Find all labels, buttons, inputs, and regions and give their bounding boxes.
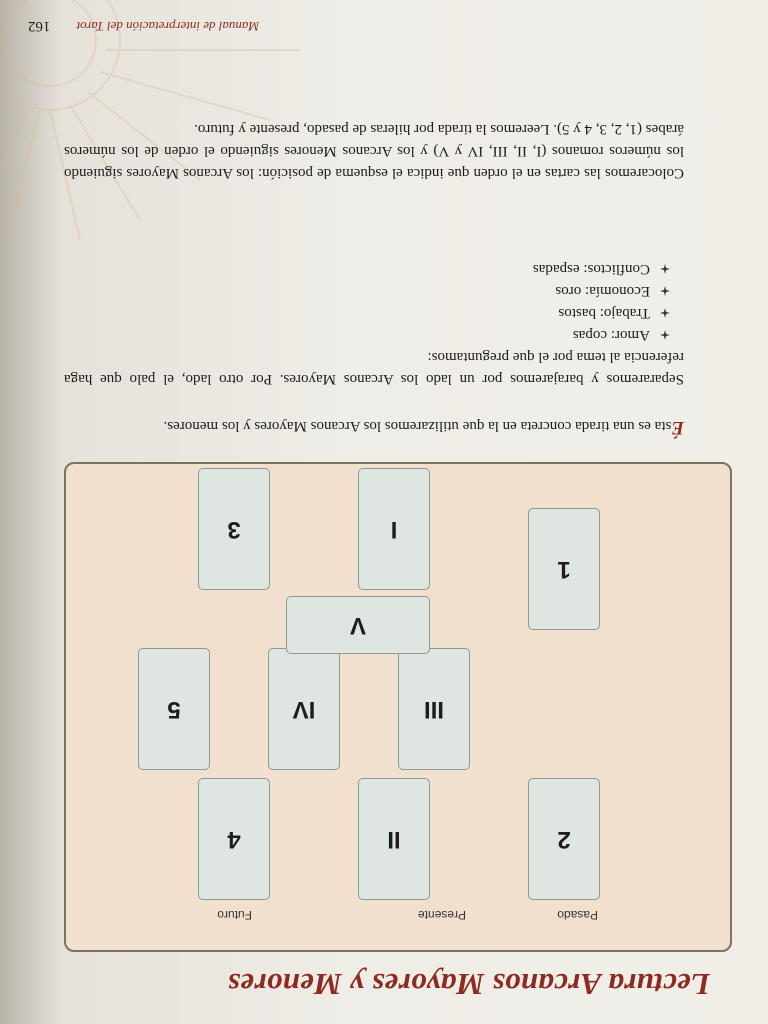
intro-text: sta es una tirada concreta en la que utilizaremos los Arcanos Mayores y los menores. [163, 418, 672, 434]
list-item: Trabajo: bastos [533, 302, 670, 324]
card-roman-5-crossing: V [286, 596, 430, 654]
fleuron-icon [660, 286, 670, 296]
intro-paragraph [64, 415, 684, 438]
label-present: Presente [417, 908, 466, 922]
card-4: 4 [198, 778, 270, 900]
list-item: Economía: oros [533, 280, 670, 302]
card-roman-4: IV [268, 648, 340, 770]
drop-cap: É [671, 417, 684, 438]
card-3: 3 [198, 468, 270, 590]
card-roman-3: III [398, 648, 470, 770]
fleuron-icon [660, 330, 670, 340]
list-item: Conflictos: espadas [533, 258, 670, 280]
spread-diagram [64, 462, 732, 952]
card-5: 5 [138, 648, 210, 770]
page-number: 162 [28, 18, 51, 34]
page-title: Lectura Arcanos Mayores y Menores [227, 967, 710, 1002]
placement-paragraph [64, 118, 684, 184]
label-past: Pasado [557, 908, 598, 922]
card-roman-1: I [358, 468, 430, 590]
page-footer [28, 17, 388, 34]
card-1: 1 [528, 508, 600, 630]
label-future: Futuro [217, 908, 252, 922]
list-item: Amor: copas [533, 324, 670, 346]
fleuron-icon [660, 264, 670, 274]
suits-list [533, 258, 670, 346]
separate-text: Separaremos y barajaremos por un lado los Arcanos Mayores. Por otro lado, el palo que haga referencia al tema por el que preguntamos: [64, 349, 684, 387]
card-roman-2: II [358, 778, 430, 900]
fleuron-icon [660, 308, 670, 318]
separate-paragraph [64, 346, 684, 390]
card-2: 2 [528, 778, 600, 900]
running-title: Manual de interpretación del Tarot [76, 19, 260, 34]
placement-text: Colocaremos las cartas en el orden que indica el esquema de posición: los Arcanos Mayores siguiendo los números romanos (I, II, III, IV y V) y los Arcanos Menores siguiendo el orden de los números árabes (1, 2, 3, 4 y 5). Leeremos la tirada por hileras de pasado, presente y futuro. [64, 121, 684, 181]
